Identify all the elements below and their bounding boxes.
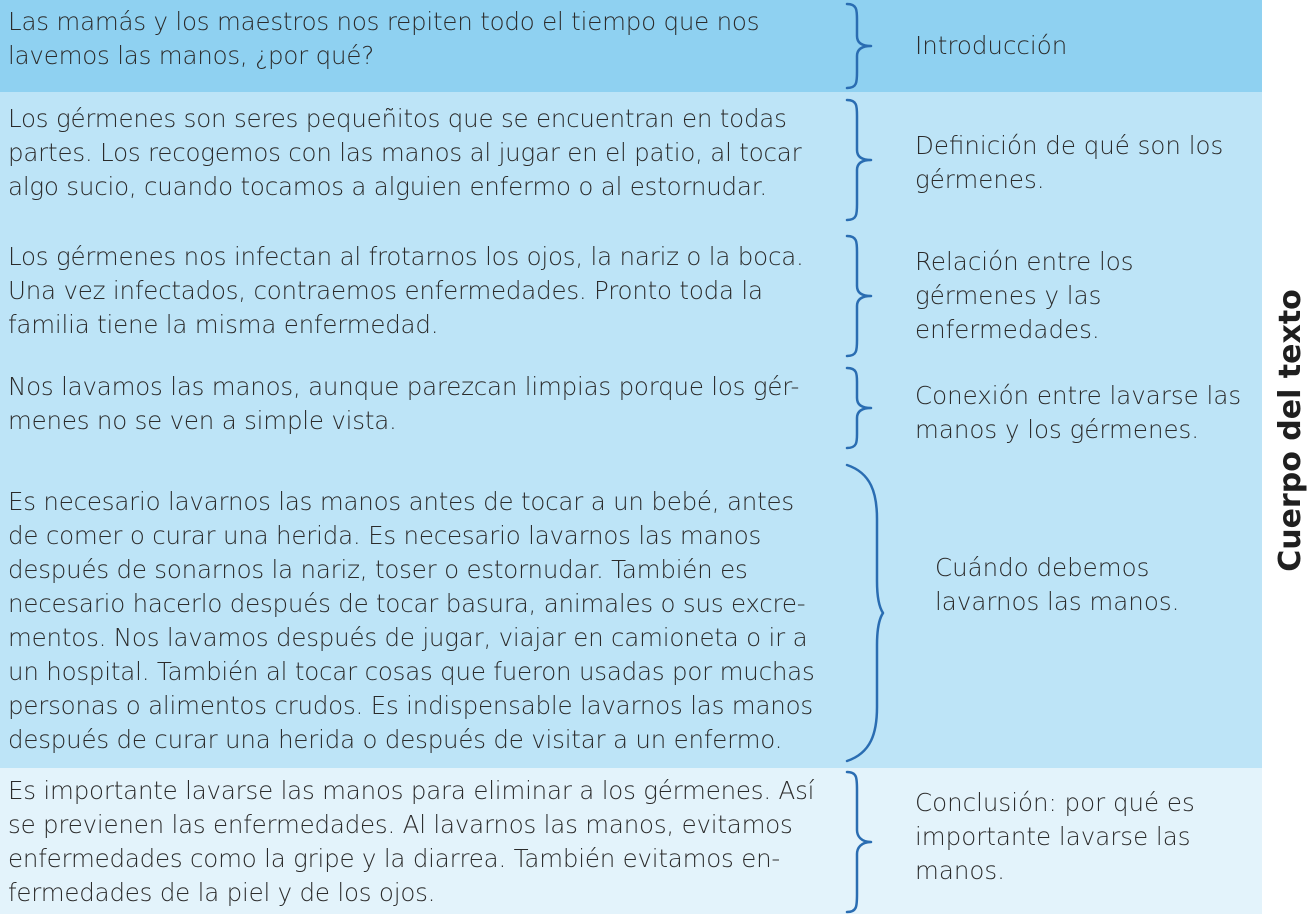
relation-brace-icon xyxy=(845,234,873,358)
side-heading-text: Cuerpo del texto xyxy=(1272,288,1308,572)
when-paragraph: Es necesario lavarnos las manos antes de tocar a un bebé, antes de comer o curar una herida. Es necesario lavarnos las manos después de sonarnos la nariz, toser o estornudar. También es necesario hacerlo después de tocar basura, animales o sus excre- mentos. Nos lavamos después de jugar, viajar en camioneta o ir a un hospital. También al tocar cosas que fueron usadas por muchas personas o alimentos crudos. Es indispensable lavarnos las manos después de curar una herida o después de visitar a un enfermo. xyxy=(8,487,815,754)
connection-label: Conexión entre lavarse las manos y los gérmenes. xyxy=(915,381,1242,444)
definition-paragraph: Los gérmenes son seres pequeñitos que se encuentran en todas partes. Los recogemos con las manos al jugar en el patio, al tocar algo sucio, cuando tocamos a alguien enfermo o al estornudar. xyxy=(8,104,802,201)
definition-brace-icon xyxy=(845,98,873,222)
conclusion-brace-icon xyxy=(845,770,873,914)
when-brace-icon xyxy=(845,463,885,763)
when-label: Cuándo debemos lavarnos las manos. xyxy=(935,553,1180,616)
introduction-label: Introducción xyxy=(915,31,1068,60)
conclusion-paragraph: Es importante lavarse las manos para eliminar a los gérmenes. Así se previenen las enfermedades. Al lavarnos las manos, evitamos enfermedades como la gripe y la diarrea. También evitamos en- fermedades de la piel y de los ojos. xyxy=(8,776,815,907)
side-heading xyxy=(1268,92,1312,768)
definition-label: Definición de qué son los gérmenes. xyxy=(915,131,1224,194)
relation-paragraph: Los gérmenes nos infectan al frotarnos los ojos, la nariz o la boca. Una vez infectados, contraemos enfermedades. Pronto toda la familia tiene la misma enfermedad. xyxy=(8,242,804,339)
conclusion-label: Conclusión: por qué es importante lavarse las manos. xyxy=(915,788,1195,885)
relation-label: Relación entre los gérmenes y las enfermedades. xyxy=(915,247,1134,344)
connection-paragraph: Nos lavamos las manos, aunque parezcan limpias porque los gér- menes no se ven a simple vista. xyxy=(8,372,800,435)
introduction-brace-icon xyxy=(845,2,873,90)
connection-brace-icon xyxy=(845,366,873,450)
introduction-paragraph: Las mamás y los maestros nos repiten todo el tiempo que nos lavemos las manos, ¿por qué? xyxy=(8,7,760,70)
